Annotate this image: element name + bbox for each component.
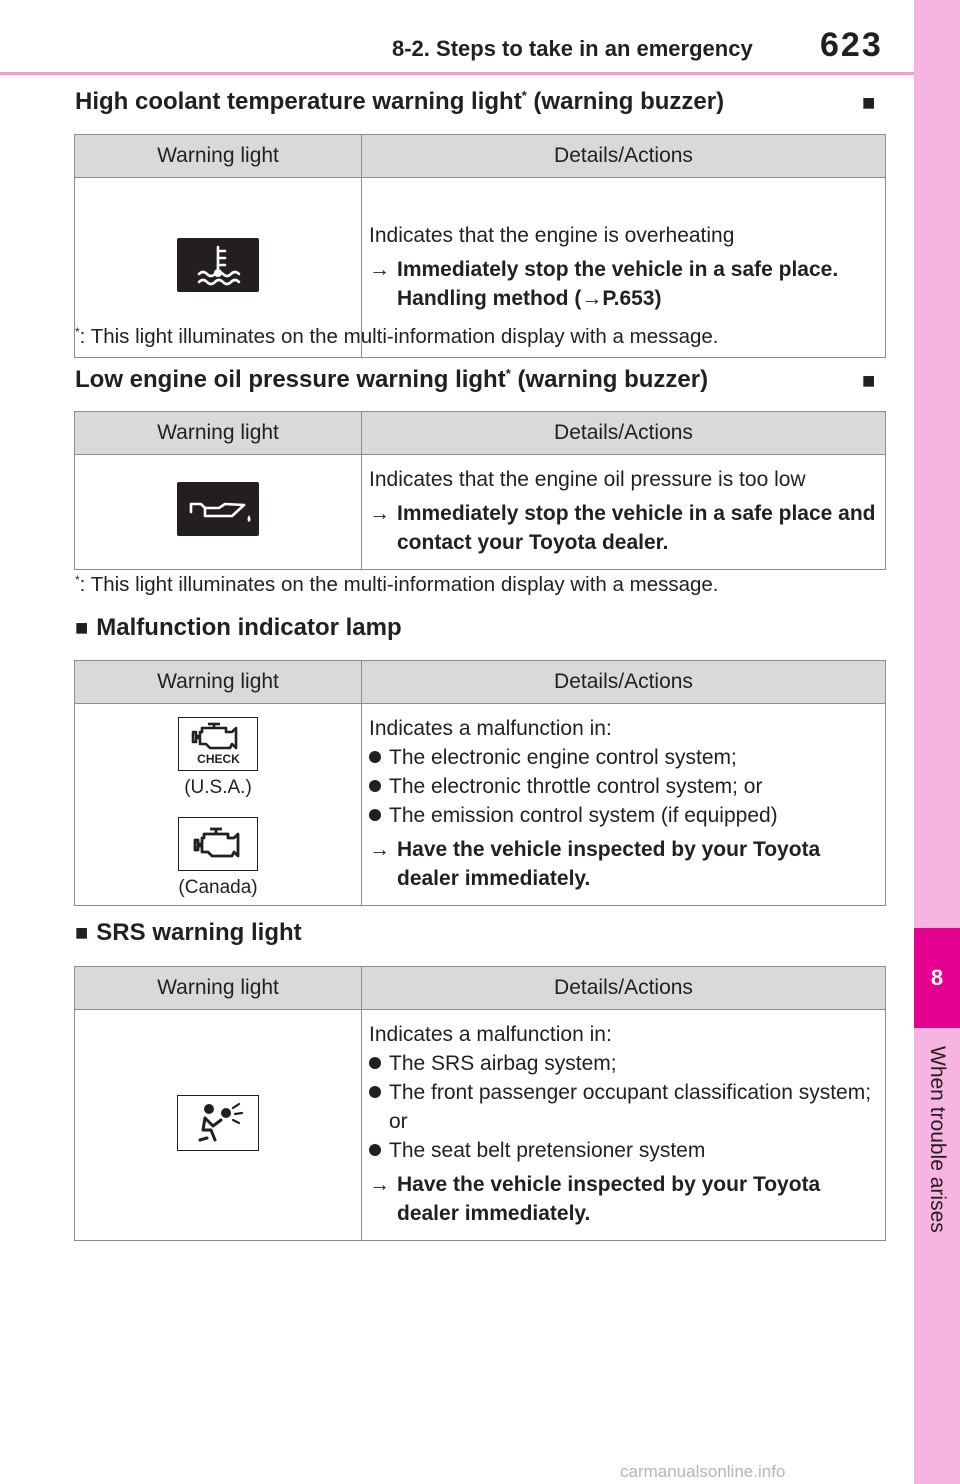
oil-pressure-icon: [177, 482, 259, 536]
column-header: Details/Actions: [362, 967, 886, 1010]
section-heading-srs: [75, 919, 302, 947]
heading-text: (warning buzzer): [510, 366, 709, 393]
bullet-item: [369, 1049, 877, 1078]
action-text: [369, 1170, 877, 1228]
check-label: CHECK: [196, 751, 240, 766]
detail-text: Indicates that the engine oil pressure is too low: [369, 468, 806, 491]
icon-caption: (U.S.A.): [184, 776, 252, 798]
bullet-dot: [369, 780, 381, 792]
bullet-text: The seat belt pretensioner system: [389, 1139, 706, 1162]
square-marker: ■: [862, 368, 876, 393]
action-text: [369, 499, 877, 557]
arrow-icon: →: [369, 502, 390, 525]
action-line: Immediately stop the vehicle in a safe place.: [397, 257, 839, 281]
bullet-item: [369, 1078, 877, 1136]
action-line: Have the vehicle inspected by your Toyota dealer immediately.: [397, 1173, 821, 1225]
bullet-item: [369, 1136, 877, 1165]
chapter-number: 8: [914, 928, 960, 1028]
detail-text: Indicates a malfunction in:: [369, 1023, 612, 1046]
section-heading-malfunction: [75, 614, 402, 642]
bullet-item: [369, 743, 877, 772]
icon-cell: [75, 704, 362, 906]
square-marker: ■: [75, 920, 89, 945]
footnote-marker: *: [521, 88, 527, 103]
handling-method-link[interactable]: Handling method (→P.653): [397, 286, 662, 310]
footnote: [75, 573, 719, 597]
action-line: Immediately stop the vehicle in a safe place and contact your Toyota dealer.: [397, 502, 876, 554]
footnote: [75, 325, 719, 349]
footnote-text: : This light illuminates on the multi-information display with a message.: [79, 325, 719, 348]
section-reference: 8-2. Steps to take in an emergency: [392, 36, 753, 61]
action-text: [369, 284, 877, 313]
details-cell: [362, 455, 886, 570]
icon-cell: [75, 1010, 362, 1241]
malfunction-indicator-table: [74, 660, 886, 906]
icon-cell: [75, 455, 362, 570]
srs-airbag-icon: [177, 1095, 259, 1151]
bullet-item: [369, 801, 877, 830]
engine-icon: [178, 817, 258, 871]
check-engine-icon: [178, 717, 258, 771]
column-header: Warning light: [75, 967, 362, 1010]
heading-text: Malfunction indicator lamp: [96, 614, 402, 641]
details-cell: [362, 704, 886, 906]
bullet-item: [369, 772, 877, 801]
column-header: Details/Actions: [362, 661, 886, 704]
footnote-marker: *: [505, 366, 511, 381]
srs-warning-table: [74, 966, 886, 1241]
arrow-icon: →: [369, 838, 390, 861]
coolant-temperature-icon: [177, 238, 259, 292]
arrow-icon: →: [369, 257, 390, 281]
watermark: carmanualsonline.info: [620, 1462, 786, 1481]
bullet-text: The electronic throttle control system; or: [389, 775, 763, 798]
section-heading-coolant: [75, 88, 724, 116]
heading-text: SRS warning light: [96, 919, 302, 946]
detail-text: Indicates that the engine is overheating: [369, 223, 735, 247]
detail-text: Indicates a malfunction in:: [369, 717, 612, 740]
square-marker: ■: [75, 615, 89, 640]
bullet-text: The front passenger occupant classification system; or: [389, 1081, 872, 1133]
footnote-text: : This light illuminates on the multi-information display with a message.: [79, 573, 719, 596]
chapter-title: When trouble arises: [926, 1046, 949, 1233]
heading-text: Low engine oil pressure warning light: [75, 366, 506, 393]
section-heading-oil-pressure: [75, 366, 708, 394]
icon-caption: (Canada): [178, 876, 258, 898]
header-rule: [0, 72, 914, 75]
column-header: Details/Actions: [362, 135, 886, 178]
page-number: 623: [820, 26, 883, 64]
action-text: [369, 255, 877, 284]
arrow-icon: →: [369, 1173, 390, 1196]
bullet-text: The SRS airbag system;: [389, 1052, 617, 1075]
bullet-dot: [369, 1144, 381, 1156]
heading-text: High coolant temperature warning light: [75, 88, 522, 115]
column-header: Warning light: [75, 412, 362, 455]
bullet-dot: [369, 1086, 381, 1098]
bullet-dot: [369, 1057, 381, 1069]
bullet-dot: [369, 809, 381, 821]
action-text: [369, 835, 877, 893]
footnote-marker: *: [75, 573, 80, 587]
bullet-text: The emission control system (if equipped): [389, 804, 778, 827]
column-header: Details/Actions: [362, 412, 886, 455]
footnote-marker: *: [75, 325, 80, 339]
action-line: Have the vehicle inspected by your Toyota dealer immediately.: [397, 838, 821, 890]
column-header: Warning light: [75, 661, 362, 704]
bullet-text: The electronic engine control system;: [389, 746, 737, 769]
details-cell: [362, 1010, 886, 1241]
column-header: Warning light: [75, 135, 362, 178]
square-marker: ■: [862, 90, 876, 115]
bullet-dot: [369, 751, 381, 763]
oil-pressure-warning-table: [74, 411, 886, 570]
heading-text: (warning buzzer): [526, 88, 725, 115]
